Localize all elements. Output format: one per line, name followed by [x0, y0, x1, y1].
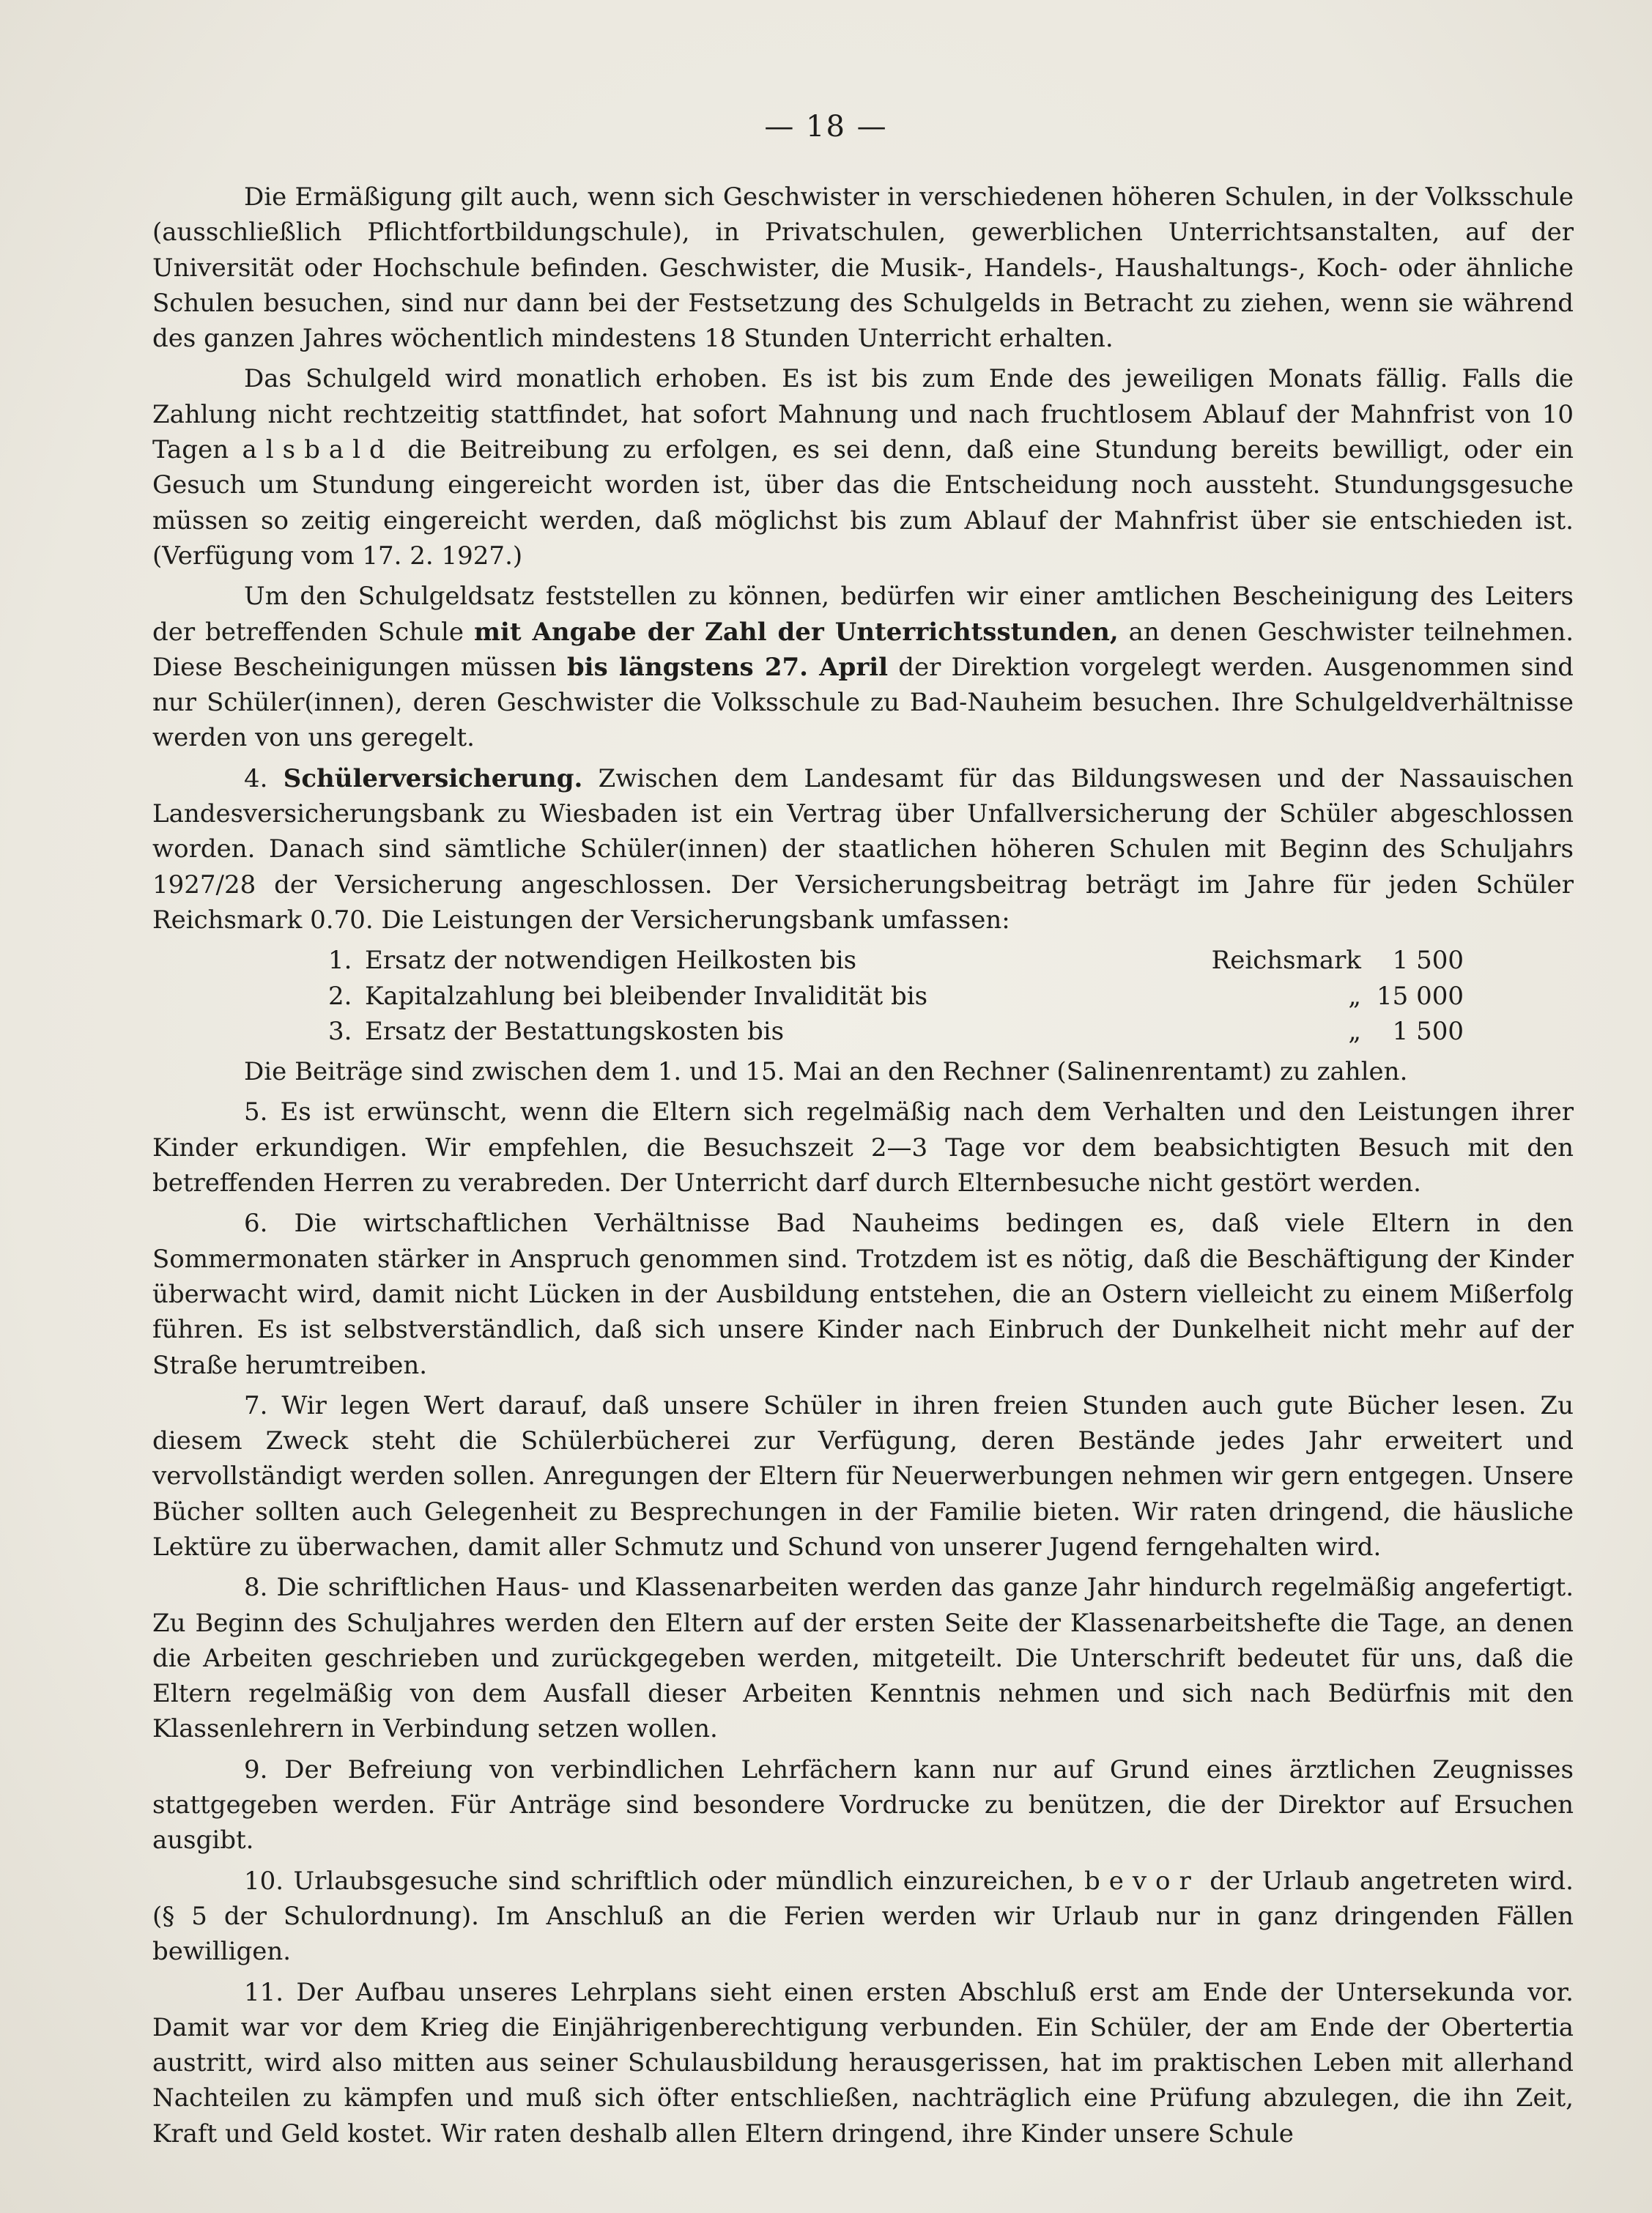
table-row: [328, 943, 1464, 978]
table-row: [328, 1014, 1464, 1049]
benefit-amount: 15 000: [1377, 981, 1464, 1011]
paragraph-10-leave: [152, 1864, 1574, 1970]
benefit-description: Ersatz der notwendigen Heilkosten bis: [365, 946, 857, 976]
paragraph-text: Das Schulgeld wird monatlich erhoben. Es ist bis zum Ende des jeweiligen Monats fällig. Falls die Zahlung nicht rechtzeitig stattfindet, hat sofort Mahnung und nach fruchtlosem Ablauf der Mahnfrist von 10 Tagen: [152, 364, 1574, 465]
benefit-number: 3.: [328, 1016, 352, 1046]
section-heading: Schülerversicherung.: [283, 763, 583, 793]
paragraph-sibling-discount: Die Ermäßigung gilt auch, wenn sich Geschwister in verschiedenen höheren Schulen, in der Volksschule (ausschließlich Pflichtfortbildungschule), in Privatschulen, gewerblichen Unterrichtsanstalten, auf der Universität oder Hochschule befinden. Geschwister, die Musik-, Handels-, Haushaltungs-, Koch- oder ähnliche Schulen besuchen, sind nur dann bei der Festsetzung des Schulgelds in Betracht zu ziehen, wenn sie während des ganzen Jahres wöchentlich mindestens 18 Stunden Unterricht erhalten.: [152, 182, 1574, 354]
emphasis-bold-deadline: bis längstens 27. April: [566, 652, 889, 682]
paragraph-text: der Direktion vorgelegt werden. Ausgenommen sind nur Schüler(innen), deren Geschwister die Volksschule zu Bad-Nauheim besuchen. Ihre Schulgeldverhältnisse werden von uns geregelt.: [152, 652, 1574, 753]
section-number: 4.: [244, 763, 268, 793]
benefit-description: Ersatz der Bestattungskosten bis: [365, 1016, 785, 1046]
paragraph-text: an denen Geschwister teilnehmen. Diese Bescheinigungen müssen: [152, 617, 1574, 682]
emphasis-spaced: bevor: [1084, 1866, 1200, 1896]
paragraph-text: Zwischen dem Landesamt für das Bildungswesen und der Nassauischen Landesversicherungsbank zu Wiesbaden ist ein Vertrag über Unfallversicherung der Schüler abgeschlossen worden. Danach sind sämtliche Schüler(innen) der staatlichen höheren Schulen mit Beginn des Schuljahrs 1927/28 der Versicherung angeschlossen. Der Versicherungsbeitrag beträgt im Jahre für jeden Schüler Reichsmark 0.70. Die Leistungen der Versicherungsbank umfassen:: [152, 763, 1574, 935]
benefit-unit: „: [1348, 981, 1361, 1011]
paragraph-7-reading: 7. Wir legen Wert darauf, daß unsere Schüler in ihren freien Stunden auch gute Bücher lesen. Zu diesem Zweck steht die Schülerbücherei zur Verfügung, deren Bestände jedes Jahr erweitert und vervollständigt werden sollen. Anregungen der Eltern für Neuerwerbungen nehmen wir gern entgegen. Unsere Bücher sollten auch Gelegenheit zu Besprechungen in der Familie bieten. Wir raten dringend, die häusliche Lektüre zu überwachen, damit aller Schmutz und Schund von unserer Jugend ferngehalten wird.: [152, 1390, 1574, 1562]
emphasis-bold: mit Angabe der Zahl der Unterrichtsstunden,: [473, 617, 1119, 647]
document-body: [152, 179, 1574, 2157]
paragraph-9-exemption: 9. Der Befreiung von verbindlichen Lehrfächern kann nur auf Grund eines ärztlichen Zeugnisses stattgegeben werden. Für Anträge sind besondere Vordrucke zu benützen, die der Direktor auf Ersuchen ausgibt.: [152, 1754, 1574, 1856]
benefit-number: 1.: [328, 946, 352, 976]
paragraph-6-supervision: 6. Die wirtschaftlichen Verhältnisse Bad Nauheims bedingen es, daß viele Eltern in den Sommermonaten stärker in Anspruch genommen sind. Trotzdem ist es nötig, daß die Beschäftigung der Kinder überwacht wird, damit nicht Lücken in der Ausbildung entstehen, die an Ostern vielleicht zu einem Mißerfolg führen. Es ist selbstverständlich, daß sich unsere Kinder nach Einbruch der Dunkelheit nicht mehr auf der Straße herumtreiben.: [152, 1209, 1574, 1380]
benefit-amount: 1 500: [1392, 946, 1464, 976]
paragraph-text: 10. Urlaubsgesuche sind schriftlich oder mündlich einzureichen,: [244, 1866, 1075, 1896]
benefit-description: Kapitalzahlung bei bleibender Invalidität bis: [365, 981, 928, 1011]
benefits-table: [328, 943, 1464, 1049]
paragraph-insurance: [152, 761, 1574, 938]
paragraph-text: der Urlaub angetreten wird. (§ 5 der Schulordnung). Im Anschluß an die Ferien werden wir Urlaub nur in ganz dringenden Fällen bewilligen.: [152, 1866, 1574, 1967]
table-row: [328, 979, 1464, 1014]
paragraph-certificate: [152, 579, 1574, 755]
paragraph-11-curriculum: 11. Der Aufbau unseres Lehrplans sieht einen ersten Abschluß erst am Ende der Untersekunda vor. Damit war vor dem Krieg die Einjährigenberechtigung verbunden. Ein Schüler, der am Ende der Obertertia austritt, wird also mitten aus seiner Schulausbildung herausgerissen, hat im praktischen Leben mit allerhand Nachteilen zu kämpfen und muß sich öfter entschließen, nachträglich eine Prüfung abzulegen, die ihn Zeit, Kraft und Geld kostet. Wir raten deshalb allen Eltern dringend, ihre Kinder unsere Schule: [152, 1977, 1574, 2149]
paragraph-8-homework: 8. Die schriftlichen Haus- und Klassenarbeiten werden das ganze Jahr hindurch regelmäßig angefertigt. Zu Beginn des Schuljahres werden den Eltern auf der ersten Seite der Klassenarbeitshefte die Tage, an denen die Arbeiten geschrieben und zurückgegeben werden, mitgeteilt. Die Unterschrift bedeutet für uns, daß die Eltern regelmäßig von dem Ausfall dieser Arbeiten Kenntnis nehmen und sich nach Bedürfnis mit den Klassenlehrern in Verbindung setzen wollen.: [152, 1573, 1574, 1744]
paragraph-5-parent-visits: 5. Es ist erwünscht, wenn die Eltern sich regelmäßig nach dem Verhalten und den Leistungen ihrer Kinder erkundigen. Wir empfehlen, die Besuchszeit 2—3 Tage vor dem beabsichtigten Besuch mit den betreffenden Herren zu verabreden. Der Unterricht darf durch Elternbesuche nicht gestört werden.: [152, 1097, 1574, 1198]
page-number: — 18 —: [764, 110, 888, 144]
emphasis-spaced: alsbald: [242, 435, 394, 465]
paragraph-premium-payment: Die Beiträge sind zwischen dem 1. und 15. Mai an den Rechner (Salinenrentamt) zu zahlen.: [244, 1057, 1408, 1087]
benefit-number: 2.: [328, 981, 352, 1011]
benefit-unit: Reichsmark: [1211, 946, 1361, 976]
paragraph-text: Um den Schulgeldsatz feststellen zu können, bedürfen wir einer amtlichen Bescheinigung des Leiters der betreffenden Schule: [152, 582, 1574, 647]
benefit-unit: „: [1348, 1016, 1361, 1046]
benefit-amount: 1 500: [1392, 1016, 1464, 1046]
paragraph-text: die Beitreibung zu erfolgen, es sei denn, daß eine Stundung bereits bewilligt, oder ein Gesuch um Stundung eingereicht worden ist, über das die Entscheidung noch aussteht. Stundungsgesuche müssen so zeitig eingereicht werden, daß möglichst bis zum Ablauf der Mahnfrist über sie entschieden ist. (Verfügung vom 17. 2. 1927.): [152, 435, 1574, 571]
paragraph-tuition-payment: [152, 361, 1574, 574]
